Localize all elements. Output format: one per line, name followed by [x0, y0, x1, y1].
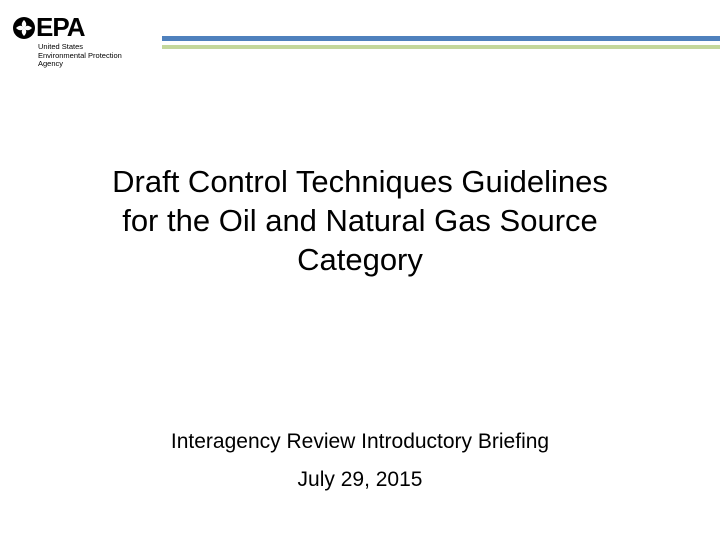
title-line-2: for the Oil and Natural Gas Source	[122, 203, 598, 238]
agency-line-3: Agency	[38, 59, 64, 68]
agency-line-1: United States	[38, 42, 84, 51]
title-line-3: Category	[297, 242, 423, 277]
slide-date: July 29, 2015	[297, 468, 423, 491]
epa-flower-icon	[12, 16, 36, 40]
header-rule-blue	[162, 36, 720, 41]
title-line-1: Draft Control Techniques Guidelines	[112, 164, 608, 199]
epa-logo	[12, 12, 152, 72]
slide-subtitle: Interagency Review Introductory Briefing	[170, 430, 550, 453]
slide-subtitle-block	[60, 423, 660, 499]
epa-wordmark: EPA	[36, 12, 85, 42]
slide-title	[50, 162, 670, 279]
agency-name	[38, 43, 122, 69]
header-rule-green	[162, 45, 720, 49]
agency-line-2: Environmental Protection	[38, 50, 122, 60]
